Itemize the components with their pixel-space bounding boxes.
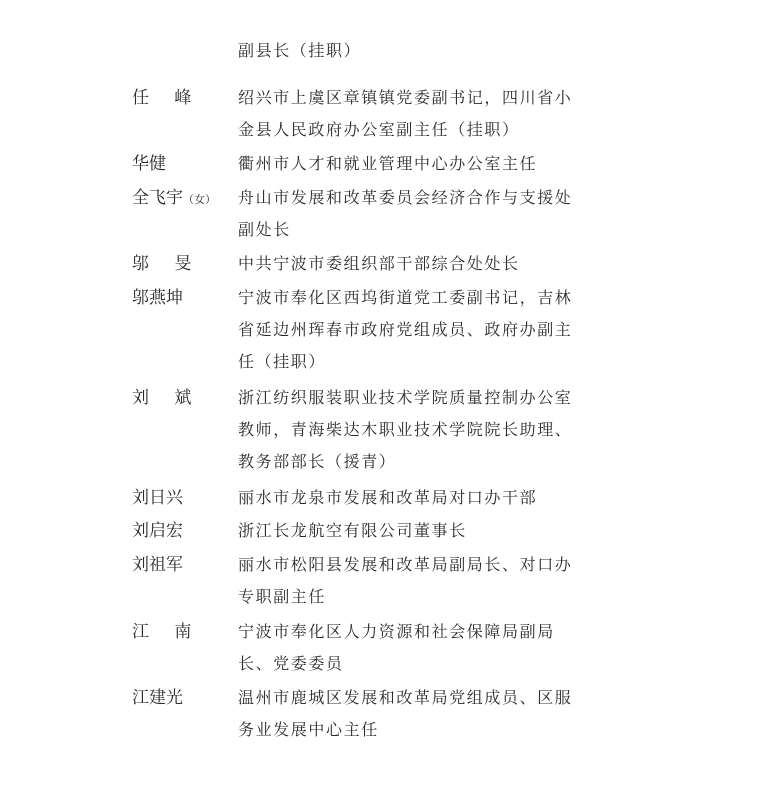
- gender-note: （女）: [183, 193, 216, 206]
- person-name: 华健: [132, 154, 166, 174]
- person-name: 江 南: [132, 622, 202, 642]
- entry-description: [238, 254, 578, 286]
- person-name: 刘日兴: [132, 488, 183, 508]
- description-line: 务业发展中心主任: [238, 720, 379, 739]
- entry-description: [238, 521, 578, 553]
- person-name: 江建光: [132, 688, 183, 708]
- description-line: 副处长: [238, 220, 291, 239]
- description-line: 舟山市发展和改革委员会经济合作与支援处: [238, 188, 573, 207]
- entry-description: [238, 41, 578, 73]
- entry-description: [238, 288, 578, 384]
- entry-description: [238, 154, 578, 186]
- description-line: 长、党委委员: [238, 654, 344, 673]
- entry-description: [238, 388, 578, 484]
- description-line: 衢州市人才和就业管理中心办公室主任: [238, 154, 538, 173]
- description-line: 省延边州珲春市政府党组成员、政府办副主: [238, 320, 573, 339]
- entry-description: [238, 188, 578, 252]
- description-line: 任（挂职）: [238, 352, 327, 371]
- person-name: 刘启宏: [132, 521, 183, 541]
- person-name: 邬燕坤: [132, 288, 183, 308]
- entry-description: [238, 622, 578, 686]
- description-line: 教师，青海柴达木职业技术学院院长助理、: [238, 420, 573, 439]
- person-name: 刘 斌: [132, 388, 202, 408]
- description-line: 副县长（挂职）: [238, 41, 362, 60]
- person-name: 全飞宇（女）: [132, 188, 216, 208]
- entry-description: [238, 488, 578, 520]
- description-line: 丽水市松阳县发展和改革局副局长、对口办: [238, 555, 573, 574]
- entry-description: [238, 555, 578, 619]
- person-name: 刘祖军: [132, 555, 183, 575]
- description-line: 宁波市奉化区人力资源和社会保障局副局: [238, 622, 555, 641]
- description-line: 丽水市龙泉市发展和改革局对口办干部: [238, 488, 538, 507]
- person-name: 邬 旻: [132, 254, 202, 274]
- description-line: 宁波市奉化区西坞街道党工委副书记，吉林: [238, 288, 573, 307]
- description-line: 温州市鹿城区发展和改革局党组成员、区服: [238, 688, 573, 707]
- description-line: 浙江纺织服装职业技术学院质量控制办公室: [238, 388, 573, 407]
- entry-description: [238, 688, 578, 752]
- description-line: 中共宁波市委组织部干部综合处处长: [238, 254, 520, 273]
- entry-description: [238, 88, 578, 152]
- description-line: 金县人民政府办公室副主任（挂职）: [238, 120, 520, 139]
- description-line: 绍兴市上虞区章镇镇党委副书记，四川省小: [238, 88, 573, 107]
- description-line: 专职副主任: [238, 587, 327, 606]
- person-name: 任 峰: [132, 88, 202, 108]
- description-line: 浙江长龙航空有限公司董事长: [238, 521, 467, 540]
- description-line: 教务部部长（援青）: [238, 452, 397, 471]
